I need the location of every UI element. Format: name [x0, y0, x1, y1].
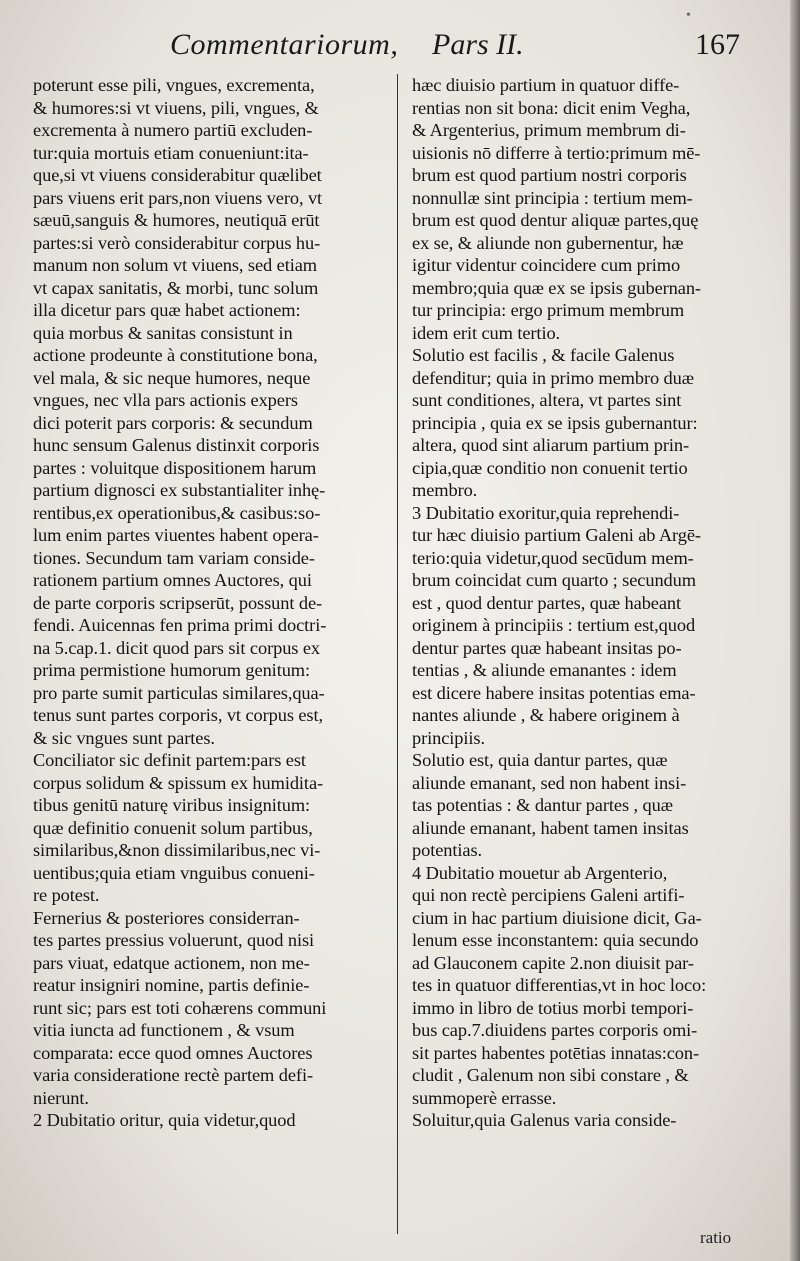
text-line: tes in quatuor differentias,vt in hoc loco:	[412, 975, 707, 995]
text-line: rationem partium omnes Auctores, qui	[33, 570, 312, 590]
text-line: rentias non sit bona: dicit enim Vegha,	[412, 97, 691, 118]
column-divider	[397, 74, 398, 1234]
text-line: lenum esse inconstantem: quia secundo	[412, 930, 699, 950]
text-line: summoperè errasse.	[412, 1087, 557, 1108]
text-line: 2 Dubitatio oritur, quia videtur,quod	[33, 1110, 296, 1130]
text-line: nantes aliunde , & habere originem à	[412, 705, 680, 725]
text-line: ex se, & aliunde non gubernentur, hæ	[412, 232, 684, 253]
text-line: cipia,quæ conditio non conuenit tertio	[412, 457, 688, 478]
text-line: quia morbus & sanitas consistunt in	[33, 322, 293, 343]
text-line: est dicere habere insitas potentias ema-	[412, 682, 696, 703]
text-line: principia , quia ex se ipsis gubernantur:	[412, 412, 698, 433]
page-number: 167	[695, 28, 740, 61]
text-line: originem à principiis : tertium est,quod	[412, 615, 696, 635]
text-line: quæ definitio conuenit solum partibus,	[33, 817, 313, 838]
text-line: Soluitur,quia Galenus varia conside-	[412, 1110, 677, 1130]
text-line: brum est quod partium nostri corporis	[412, 165, 687, 185]
text-line: nonnullæ sint principia : tertium mem-	[412, 187, 693, 208]
text-line: nierunt.	[33, 1087, 89, 1108]
part-label: Pars II.	[432, 28, 524, 61]
text-line: pars viuens erit pars,non viuens vero, vt	[33, 187, 323, 208]
text-line: dici poterit pars corporis: & secundum	[33, 412, 313, 433]
text-line: hæc diuisio partium in quatuor diffe-	[412, 75, 680, 95]
text-line: de parte corporis scripserūt, possunt de-	[33, 592, 323, 613]
text-line: tur principia: ergo primum membrum	[412, 300, 685, 320]
running-header	[170, 28, 740, 68]
text-line: tur hæc diuisio partium Galeni ab Argē-	[412, 525, 701, 545]
text-line: cludit , Galenum non sibi constare , &	[412, 1065, 689, 1085]
text-line: uisionis nō differre à tertio:primum mē-	[412, 142, 701, 163]
right-text-column	[412, 74, 745, 1132]
left-text-column	[33, 74, 385, 1132]
text-line: igitur videntur coincidere cum primo	[412, 255, 681, 275]
text-line: hunc sensum Galenus distinxit corporis	[33, 435, 320, 455]
text-line: reatur insigniri nomine, partis definie-	[33, 975, 310, 995]
text-line: bus cap.7.diuidens partes corporis omi-	[412, 1020, 698, 1040]
text-line: corpus solidum & spissum ex humidita-	[33, 772, 324, 793]
text-line: vitia iuncta ad functionem , & vsum	[33, 1020, 295, 1040]
text-line: partium dignosci ex substantialiter inhę-	[33, 480, 326, 500]
text-line: idem erit cum tertio.	[412, 322, 561, 343]
text-line: terio:quia videtur,quod secūdum mem-	[412, 547, 694, 568]
text-line: membro;quia quæ ex se ipsis gubernan-	[412, 277, 701, 298]
text-line: Solutio est facilis , & facile Galenus	[412, 345, 675, 365]
text-line: aliunde emanant, habent tamen insitas	[412, 817, 689, 838]
text-line: excrementa à numero partiū excluden-	[33, 120, 313, 140]
text-line: dentur partes quæ habeant insitas po-	[412, 637, 682, 658]
catchword: ratio	[700, 1228, 732, 1247]
text-line: pro parte sumit particulas similares,qua-	[33, 682, 325, 703]
text-line: poterunt esse pili, vngues, excrementa,	[33, 75, 315, 95]
text-line: fendi. Auicennas fen prima primi doctri-	[33, 615, 327, 635]
text-line: & sic vngues sunt partes.	[33, 727, 215, 748]
page-edge-shadow	[790, 0, 800, 1261]
text-line: 3 Dubitatio exoritur,quia reprehendi-	[412, 502, 680, 523]
text-line: tiones. Secundum tam variam conside-	[33, 547, 315, 568]
text-line: vt capax sanitatis, & morbi, tunc solum	[33, 277, 319, 298]
text-line: tentias , & aliunde emanantes : idem	[412, 660, 677, 680]
ink-speck: •	[686, 8, 691, 23]
text-line: actione prodeunte à constitutione bona,	[33, 345, 318, 365]
text-line: re potest.	[33, 885, 100, 905]
text-line: pars viuat, edatque actionem, non me-	[33, 952, 310, 973]
text-line: prima permistione humorum genitum:	[33, 660, 311, 680]
text-line: altera, quod sint aliarum partium prin-	[412, 435, 689, 455]
text-line: sit partes habentes potētias innatas:con-	[412, 1042, 699, 1063]
text-line: membro.	[412, 480, 478, 500]
text-line: partes:si verò considerabitur corpus hu-	[33, 232, 321, 253]
text-line: brum coincidat cum quarto ; secundum	[412, 570, 696, 590]
text-line: sunt conditiones, altera, vt partes sint	[412, 390, 682, 410]
text-line: tur:quia mortuis etiam conueniunt:ita-	[33, 142, 309, 163]
text-line: potentias.	[412, 840, 482, 860]
text-line: illa dicetur pars quæ habet actionem:	[33, 300, 301, 320]
text-line: rentibus,ex operationibus,& casibus:so-	[33, 502, 321, 523]
text-line: varia consideratione rectè partem defi-	[33, 1065, 313, 1085]
text-line: principiis.	[412, 727, 485, 748]
text-line: tes partes pressius voluerunt, quod nisi	[33, 930, 315, 950]
text-line: Solutio est, quia dantur partes, quæ	[412, 750, 668, 770]
text-line: immo in libro de totius morbi tempori-	[412, 997, 694, 1018]
text-line: cium in hac partium diuisione dicit, Ga-	[412, 907, 702, 928]
text-line: brum est quod dentur aliquæ partes,quę	[412, 210, 699, 230]
text-line: que,si vt viuens considerabitur quælibet	[33, 165, 322, 185]
text-line: & humores:si vt viuens, pili, vngues, &	[33, 97, 319, 118]
text-line: Fernerius & posteriores considerran-	[33, 907, 300, 928]
text-line: defenditur; quia in primo membro duæ	[412, 367, 694, 388]
text-line: uentibus;quia etiam vnguibus conueni-	[33, 862, 315, 883]
running-title: Commentariorum,	[170, 28, 399, 61]
text-line: na 5.cap.1. dicit quod pars sit corpus ex	[33, 637, 321, 658]
text-line: lum enim partes viuentes habent opera-	[33, 525, 319, 545]
text-line: runt sic; pars est toti cohærens communi	[33, 997, 327, 1018]
text-line: tenus sunt partes corporis, vt corpus est,	[33, 705, 323, 725]
text-line: tas potentias : & dantur partes , quæ	[412, 795, 673, 815]
text-line: ad Glauconem capite 2.non diuisit par-	[412, 952, 694, 973]
text-line: Conciliator sic definit partem:pars est	[33, 750, 306, 770]
text-line: vel mala, & sic neque humores, neque	[33, 367, 311, 388]
text-line: tibus genitū naturę viribus insignitum:	[33, 795, 311, 815]
text-line: aliunde emanant, sed non habent insi-	[412, 772, 687, 793]
text-line: manum non solum vt viuens, sed etiam	[33, 255, 317, 275]
text-line: qui non rectè percipiens Galeni artifi-	[412, 885, 685, 905]
text-line: comparata: ecce quod omnes Auctores	[33, 1042, 313, 1063]
text-line: sæuū,sanguis & humores, neutiquā erūt	[33, 210, 320, 230]
text-line: & Argenterius, primum membrum di-	[412, 120, 686, 140]
text-line: similaribus,&non dissimilaribus,nec vi-	[33, 840, 321, 860]
text-line: partes : voluitque dispositionem harum	[33, 457, 317, 478]
text-line: vngues, nec vlla pars actionis expers	[33, 390, 298, 410]
text-line: est , quod dentur partes, quæ habeant	[412, 592, 682, 613]
text-line: 4 Dubitatio mouetur ab Argenterio,	[412, 862, 668, 883]
